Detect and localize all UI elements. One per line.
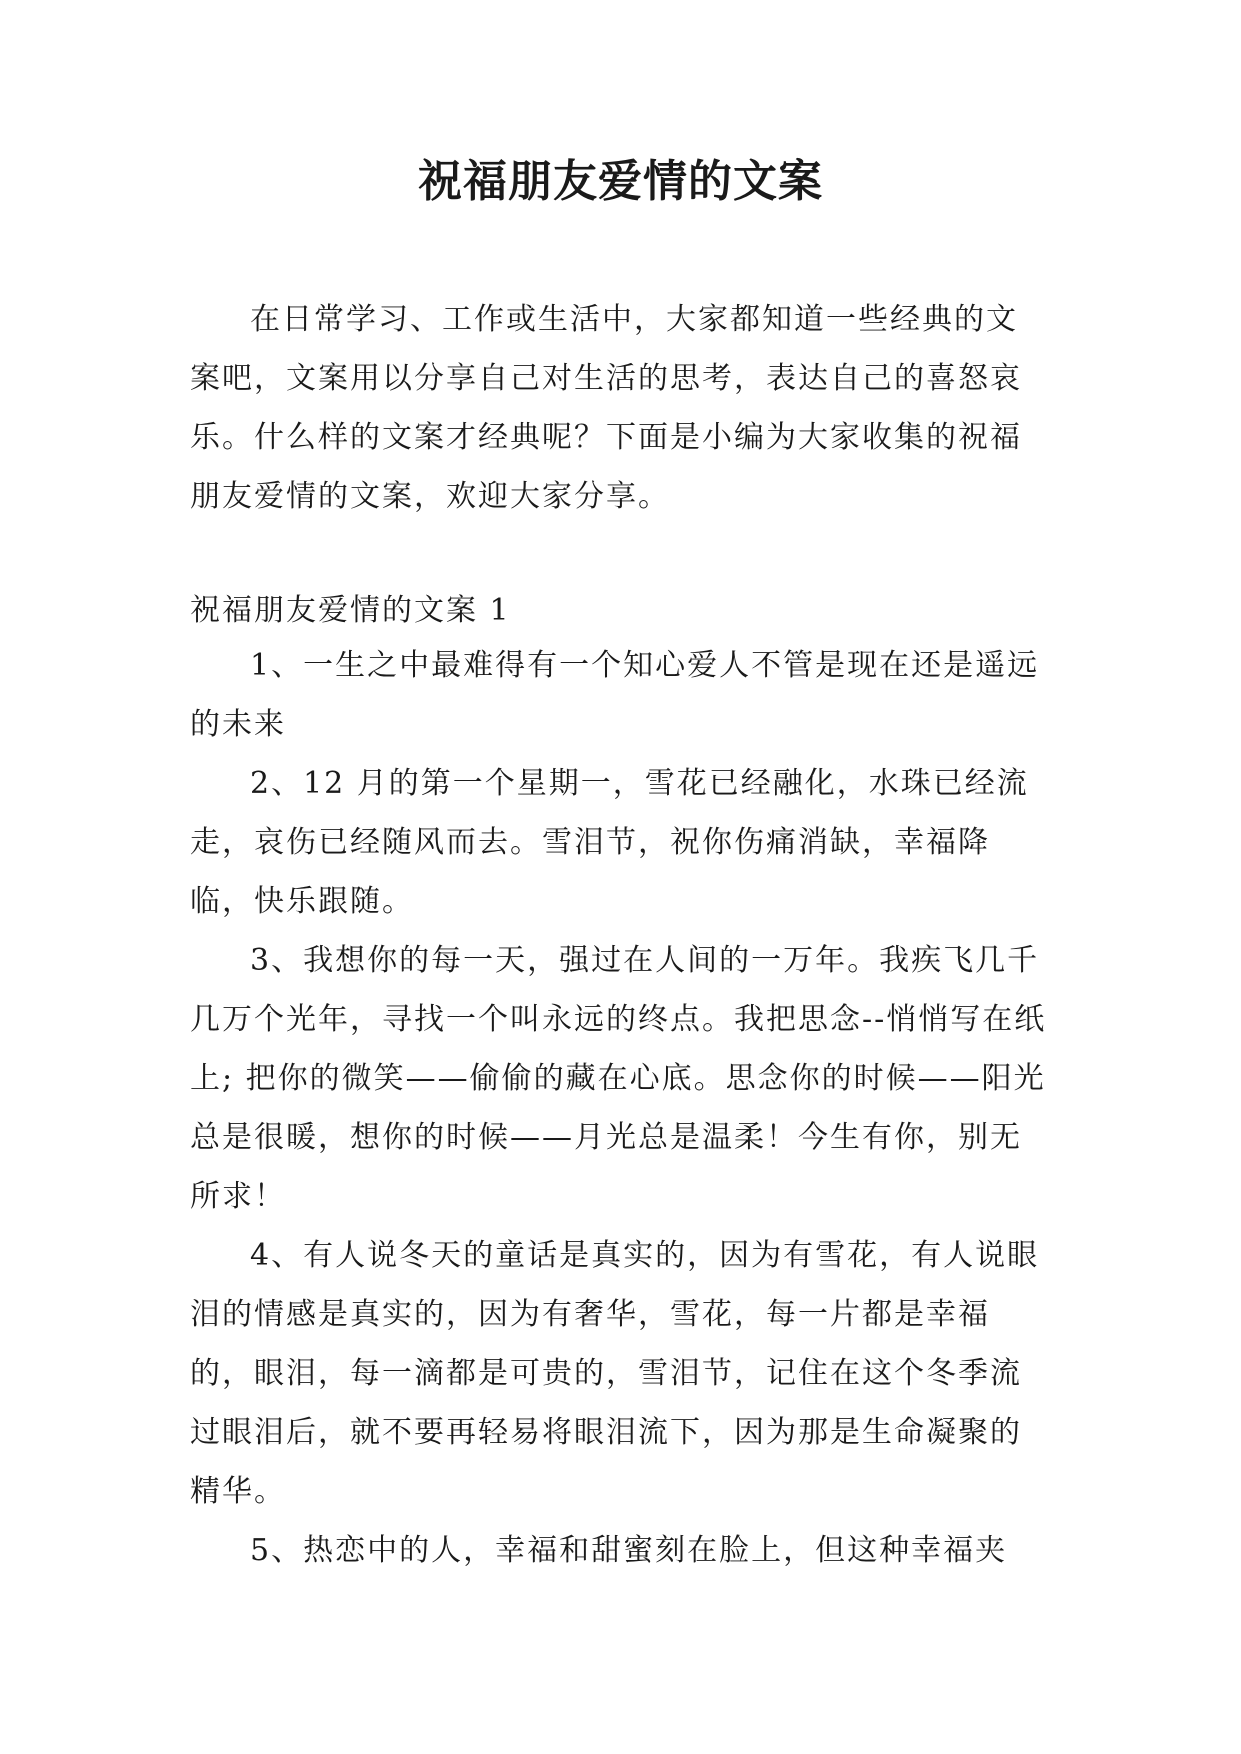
document-title: 祝福朋友爱情的文案 xyxy=(418,156,823,207)
intro-block xyxy=(190,290,1048,526)
entry-paragraph-2: 2、12 月的第一个星期一，雪花已经融化，水珠已经流走，哀伤已经随风而去。雪泪节，祝你伤痛消缺，幸福降临，快乐跟随。 xyxy=(190,766,1029,919)
entry-list xyxy=(190,636,1048,1580)
intro-paragraph: 在日常学习、工作或生活中，大家都知道一些经典的文案吧，文案用以分享自己对生活的思考，表达自己的喜怒哀乐。什么样的文案才经典呢？下面是小编为大家收集的祝福朋友爱情的文案，欢迎大家分享。 xyxy=(190,302,1022,514)
entry-paragraph-1: 1、一生之中最难得有一个知心爱人不管是现在还是遥远的未来 xyxy=(190,648,1040,742)
entry-paragraph-4: 4、有人说冬天的童话是真实的，因为有雪花，有人说眼泪的情感是真实的，因为有奢华，雪花，每一片都是幸福的，眼泪，每一滴都是可贵的，雪泪节，记住在这个冬季流过眼泪后，就不要再轻易将眼泪流下，因为那是生命凝聚的精华。 xyxy=(190,1238,1040,1509)
entry-paragraph-3: 3、我想你的每一天，强过在人间的一万年。我疾飞几千几万个光年，寻找一个叫永远的终点。我把思念--悄悄写在纸上; 把你的微笑——偷偷的藏在心底。思念你的时候——阳光总是很暖，想你的时候——月光总是温柔！今生有你，别无所求！ xyxy=(190,943,1047,1214)
section-heading: 祝福朋友爱情的文案 1 xyxy=(190,593,511,628)
entry-paragraph-5: 5、热恋中的人，幸福和甜蜜刻在脸上，但这种幸福夹 xyxy=(250,1533,1008,1568)
